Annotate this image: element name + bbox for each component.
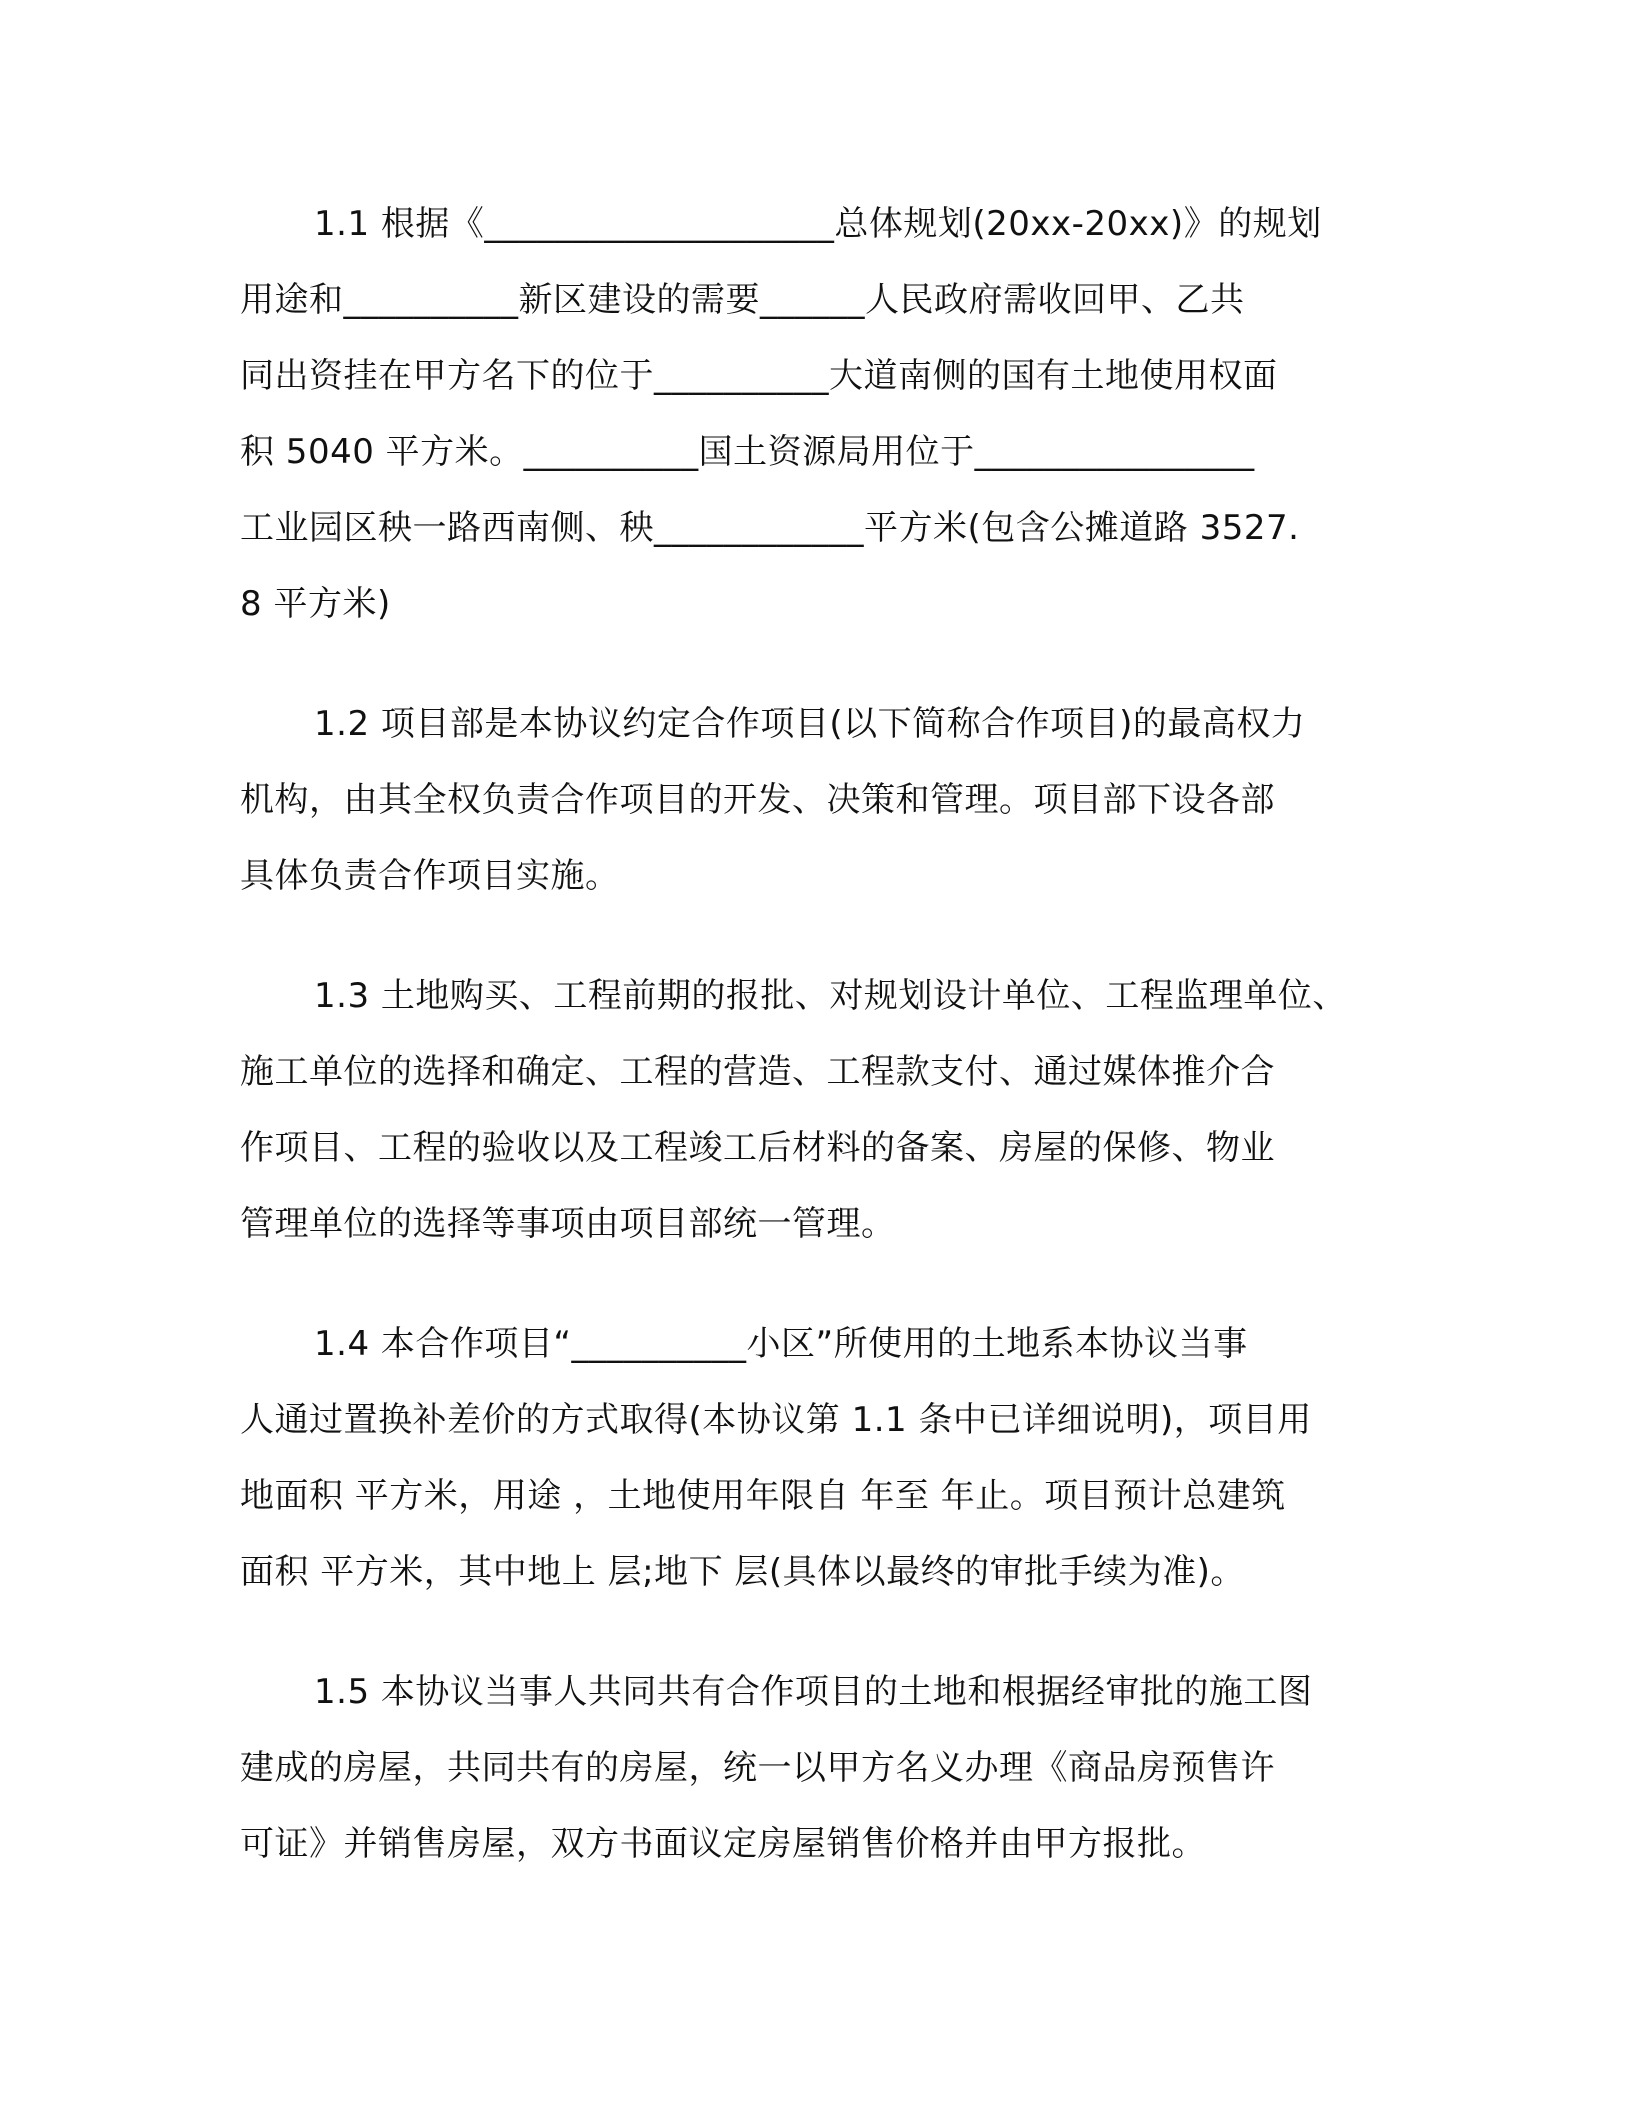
clause-1-4	[240, 1306, 1400, 1610]
clause-line: 具体负责合作项目实施。	[240, 856, 620, 896]
clause-line: 机构，由其全权负责合作项目的开发、决策和管理。项目部下设各部	[240, 780, 1275, 820]
clause-line: 用途和__________新区建设的需要______人民政府需收回甲、乙共	[240, 280, 1245, 320]
clause-line: 1.3 土地购买、工程前期的报批、对规划设计单位、工程监理单位、	[314, 976, 1347, 1016]
clause-1-2	[240, 686, 1400, 914]
clause-line: 工业园区秧一路西南侧、秧____________平方米(包含公摊道路 3527.	[240, 508, 1300, 548]
clause-line: 1.5 本协议当事人共同共有合作项目的土地和根据经审批的施工图	[314, 1672, 1313, 1712]
clause-line: 1.2 项目部是本协议约定合作项目(以下简称合作项目)的最高权力	[314, 704, 1306, 744]
clause-1-1	[240, 186, 1400, 642]
clause-line: 8 平方米)	[240, 584, 391, 624]
clause-line: 建成的房屋，共同共有的房屋，统一以甲方名义办理《商品房预售许	[240, 1748, 1275, 1788]
clause-1-5	[240, 1654, 1400, 1882]
clause-line: 面积 平方米，其中地上 层;地下 层(具体以最终的审批手续为准)。	[240, 1552, 1245, 1592]
clause-line: 管理单位的选择等事项由项目部统一管理。	[240, 1204, 896, 1244]
clause-line: 人通过置换补差价的方式取得(本协议第 1.1 条中已详细说明)，项目用	[240, 1400, 1312, 1440]
clause-line: 地面积 平方米，用途 ，土地使用年限自 年至 年止。项目预计总建筑	[240, 1476, 1286, 1516]
clause-line: 1.4 本合作项目“__________小区”所使用的土地系本协议当事	[314, 1324, 1248, 1364]
clause-line: 作项目、工程的验收以及工程竣工后材料的备案、房屋的保修、物业	[240, 1128, 1275, 1168]
clause-1-3	[240, 958, 1400, 1262]
clause-line: 同出资挂在甲方名下的位于__________大道南侧的国有土地使用权面	[240, 356, 1278, 396]
clause-line: 1.1 根据《____________________总体规划(20xx-20xx)》的规划	[314, 204, 1322, 244]
clause-line: 可证》并销售房屋，双方书面议定房屋销售价格并由甲方报批。	[240, 1824, 1206, 1864]
document-body	[240, 186, 1400, 1926]
clause-line: 积 5040 平方米。__________国土资源局用位于________________	[240, 432, 1255, 472]
clause-line: 施工单位的选择和确定、工程的营造、工程款支付、通过媒体推介合	[240, 1052, 1275, 1092]
